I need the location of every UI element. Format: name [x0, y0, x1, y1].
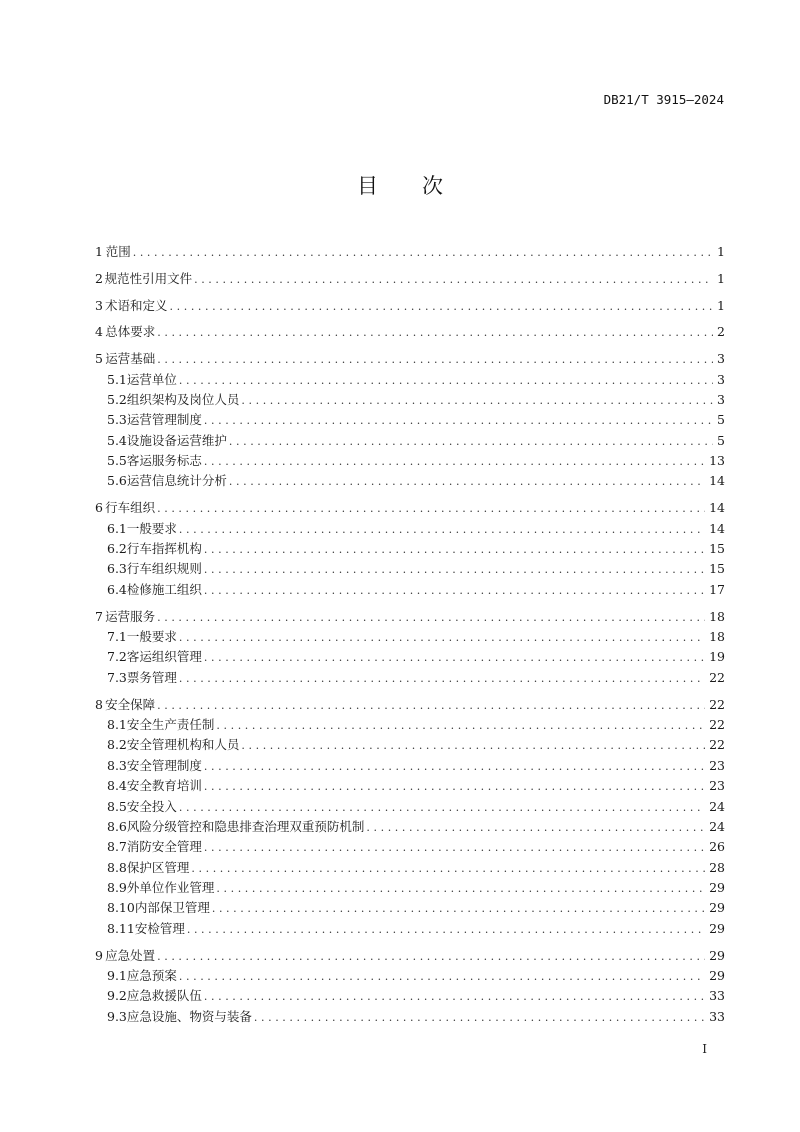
toc-entry-section[interactable] [95, 715, 725, 735]
dot-leader [204, 757, 705, 777]
toc-entry-page: 5 [717, 412, 725, 428]
toc-entry-number: 6.4 [107, 581, 127, 597]
dot-leader [170, 297, 713, 317]
toc-entry-number: 6.2 [107, 541, 127, 557]
toc-entry-title: 一般要求 [126, 628, 177, 644]
toc-entry-chapter[interactable] [95, 242, 725, 262]
toc-title-char-1: 目 [357, 174, 378, 198]
toc-entry-number: 5.6 [107, 473, 127, 489]
toc-entry-title: 总体要求 [105, 324, 156, 340]
dot-leader [179, 798, 705, 818]
toc-entry-page: 22 [709, 716, 725, 732]
toc-entry-title: 保护区管理 [126, 859, 190, 875]
toc-entry-section[interactable] [95, 797, 725, 817]
toc-entry-chapter[interactable] [95, 322, 725, 342]
toc-entry-title: 运营单位 [126, 371, 177, 387]
toc-entry-page: 23 [709, 757, 725, 773]
toc-entry-chapter[interactable] [95, 695, 725, 715]
toc-entry-title: 应急处置 [105, 947, 156, 963]
toc-entry-title: 应急救援队伍 [126, 988, 202, 1004]
toc-title-char-2: 次 [422, 174, 443, 198]
toc-entry-page: 29 [709, 947, 725, 963]
toc-entry-title: 行车组织规则 [126, 561, 202, 577]
dot-leader [204, 411, 713, 431]
toc-entry-title: 行车组织 [105, 500, 156, 516]
toc-entry-page: 24 [709, 798, 725, 814]
toc-entry-number: 9.2 [107, 988, 127, 1004]
toc-entry-title: 范围 [105, 244, 131, 259]
toc-entry-page: 15 [709, 561, 725, 577]
toc-entry-section[interactable] [95, 647, 725, 667]
toc-entry-page: 33 [709, 1008, 725, 1024]
toc-entry-number: 7.3 [107, 669, 127, 685]
toc-entry-page: 29 [709, 968, 725, 984]
dot-leader [204, 777, 705, 797]
toc-entry-number: 8.4 [107, 778, 127, 794]
toc-entry-number: 7 [95, 608, 103, 624]
toc-entry-section[interactable] [95, 539, 725, 559]
toc-entry-page: 14 [709, 500, 725, 516]
toc-entry-page: 28 [709, 859, 725, 875]
dot-leader [194, 270, 713, 290]
toc-entry-section[interactable] [95, 735, 725, 755]
toc-entry-title: 风险分级管控和隐患排查治理双重预防机制 [126, 818, 365, 834]
toc-entry-title: 应急预案 [126, 968, 177, 984]
toc-entry-title: 术语和定义 [105, 297, 168, 313]
toc-entry-chapter[interactable] [95, 296, 725, 316]
toc-entry-page: 5 [717, 432, 725, 448]
toc-entry-section[interactable] [95, 776, 725, 796]
toc-entry-number: 8.10 [107, 900, 135, 916]
dot-leader [157, 608, 705, 628]
toc-entry-title: 安全投入 [126, 798, 177, 814]
toc-entry-page: 18 [709, 608, 725, 624]
toc-entry-page: 24 [709, 818, 725, 834]
toc-entry-title: 运营信息统计分析 [126, 473, 227, 489]
toc-entry-section[interactable] [95, 966, 725, 986]
toc-entry-title: 运营服务 [105, 608, 156, 624]
toc-entry-number: 6.3 [107, 561, 127, 577]
toc-entry-page: 1 [717, 297, 725, 313]
toc-entry-number: 8.7 [107, 839, 127, 855]
toc-title [0, 170, 800, 200]
toc-entry-number: 4 [95, 324, 103, 340]
toc-entry-section[interactable] [95, 519, 725, 539]
toc-entry-chapter[interactable] [95, 269, 725, 289]
toc-entry-page: 1 [717, 244, 725, 259]
table-of-contents [95, 242, 725, 1027]
toc-entry-title: 一般要求 [126, 520, 177, 536]
toc-entry-number: 3 [95, 297, 103, 313]
toc-entry-number: 9.1 [107, 968, 127, 984]
toc-entry-page: 17 [709, 581, 725, 597]
toc-entry-number: 6 [95, 500, 103, 516]
toc-entry-chapter[interactable] [95, 349, 725, 369]
toc-entry-section[interactable] [95, 559, 725, 579]
toc-entry-title: 安全生产责任制 [126, 716, 215, 732]
dot-leader [179, 669, 705, 689]
toc-entry-number: 8 [95, 696, 103, 712]
toc-entry-title: 安检管理 [134, 920, 185, 936]
toc-entry-number: 8.6 [107, 818, 127, 834]
dot-leader [187, 920, 705, 940]
toc-entry-number: 5 [95, 351, 103, 367]
toc-entry-number: 7.1 [107, 628, 127, 644]
toc-entry-page: 18 [709, 628, 725, 644]
toc-entry-number: 5.5 [107, 453, 127, 469]
dot-leader [133, 243, 713, 263]
toc-entry-title: 内部保卫管理 [134, 900, 210, 916]
toc-entry-page: 14 [709, 520, 725, 536]
toc-entry-title: 安全管理制度 [126, 757, 202, 773]
toc-entry-section[interactable] [95, 471, 725, 491]
toc-entry-page: 2 [717, 324, 725, 340]
toc-entry-page: 29 [709, 880, 725, 896]
dot-leader [204, 452, 705, 472]
toc-entry-title: 规范性引用文件 [104, 270, 193, 286]
dot-leader [241, 736, 705, 756]
toc-entry-title: 票务管理 [126, 669, 177, 685]
toc-entry-title: 消防安全管理 [126, 839, 202, 855]
toc-entry-title: 外单位作业管理 [126, 880, 215, 896]
toc-entry-number: 9 [95, 947, 103, 963]
dot-leader [366, 818, 705, 838]
dot-leader [204, 540, 705, 560]
toc-entry-page: 22 [709, 696, 725, 712]
dot-leader [204, 560, 705, 580]
toc-entry-page: 22 [709, 737, 725, 753]
toc-entry-title: 运营基础 [105, 351, 156, 367]
dot-leader [204, 648, 705, 668]
toc-entry-number: 8.8 [107, 859, 127, 875]
toc-entry-page: 3 [717, 371, 725, 387]
toc-entry-chapter[interactable] [95, 946, 725, 966]
toc-entry-page: 23 [709, 778, 725, 794]
toc-entry-page: 19 [709, 649, 725, 665]
toc-entry-number: 1 [95, 244, 103, 259]
toc-entry-page: 26 [709, 839, 725, 855]
toc-entry-title: 安全保障 [105, 696, 156, 712]
dot-leader [157, 947, 705, 967]
toc-entry-number: 9.3 [107, 1008, 127, 1024]
toc-entry-page: 13 [709, 453, 725, 469]
standard-code: DB21/T 3915—2024 [603, 92, 724, 107]
toc-entry-title: 运营管理制度 [126, 412, 202, 428]
dot-leader [254, 1008, 705, 1028]
page-number: I [702, 1042, 707, 1056]
toc-entry-title: 应急设施、物资与装备 [126, 1008, 252, 1024]
toc-entry-section[interactable] [95, 1007, 725, 1027]
toc-entry-number: 8.2 [107, 737, 127, 753]
toc-entry-section[interactable] [95, 858, 725, 878]
toc-entry-page: 29 [709, 900, 725, 916]
dot-leader [212, 899, 705, 919]
dot-leader [204, 987, 705, 1007]
dot-leader [241, 391, 713, 411]
toc-entry-number: 8.11 [107, 920, 135, 936]
toc-entry-chapter[interactable] [95, 607, 725, 627]
toc-entry-title: 设施设备运营维护 [126, 432, 227, 448]
dot-leader [179, 967, 705, 987]
toc-entry-section[interactable] [95, 898, 725, 918]
dot-leader [216, 716, 705, 736]
toc-entry-page: 3 [717, 351, 725, 367]
dot-leader [157, 350, 713, 370]
toc-entry-page: 29 [709, 920, 725, 936]
toc-entry-title: 组织架构及岗位人员 [126, 391, 240, 407]
toc-entry-page: 3 [717, 391, 725, 407]
toc-entry-section[interactable] [95, 431, 725, 451]
toc-entry-section[interactable] [95, 919, 725, 939]
toc-entry-section[interactable] [95, 451, 725, 471]
toc-entry-number: 8.5 [107, 798, 127, 814]
toc-entry-section[interactable] [95, 878, 725, 898]
toc-entry-section[interactable] [95, 370, 725, 390]
dot-leader [216, 879, 705, 899]
toc-entry-section[interactable] [95, 837, 725, 857]
toc-entry-number: 5.2 [107, 391, 127, 407]
dot-leader [179, 371, 713, 391]
toc-entry-section[interactable] [95, 390, 725, 410]
toc-entry-number: 5.3 [107, 412, 127, 428]
dot-leader [157, 696, 705, 716]
toc-entry-title: 检修施工组织 [126, 581, 202, 597]
toc-entry-number: 6.1 [107, 520, 127, 536]
dot-leader [204, 581, 705, 601]
dot-leader [179, 520, 705, 540]
toc-entry-title: 客运服务标志 [126, 453, 202, 469]
toc-entry-title: 安全教育培训 [126, 778, 202, 794]
toc-entry-section[interactable] [95, 627, 725, 647]
dot-leader [179, 628, 705, 648]
toc-entry-page: 14 [709, 473, 725, 489]
toc-entry-section[interactable] [95, 756, 725, 776]
toc-entry-number: 5.4 [107, 432, 127, 448]
toc-entry-number: 2 [95, 270, 103, 286]
toc-entry-page: 22 [709, 669, 725, 685]
toc-entry-page: 1 [717, 270, 725, 286]
dot-leader [157, 323, 713, 343]
toc-entry-section[interactable] [95, 668, 725, 688]
toc-entry-chapter[interactable] [95, 498, 725, 518]
toc-entry-section[interactable] [95, 410, 725, 430]
toc-entry-section[interactable] [95, 580, 725, 600]
dot-leader [229, 472, 705, 492]
dot-leader [204, 838, 705, 858]
toc-entry-section[interactable] [95, 986, 725, 1006]
toc-entry-section[interactable] [95, 817, 725, 837]
dot-leader [191, 859, 705, 879]
toc-entry-number: 7.2 [107, 649, 127, 665]
toc-entry-page: 15 [709, 541, 725, 557]
toc-entry-number: 8.9 [107, 880, 127, 896]
toc-entry-title: 客运组织管理 [126, 649, 202, 665]
toc-entry-number: 8.3 [107, 757, 127, 773]
toc-entry-number: 8.1 [107, 716, 127, 732]
toc-entry-page: 33 [709, 988, 725, 1004]
toc-entry-number: 5.1 [107, 371, 127, 387]
dot-leader [157, 499, 705, 519]
toc-entry-title: 行车指挥机构 [126, 541, 202, 557]
dot-leader [229, 432, 713, 452]
toc-entry-title: 安全管理机构和人员 [126, 737, 240, 753]
